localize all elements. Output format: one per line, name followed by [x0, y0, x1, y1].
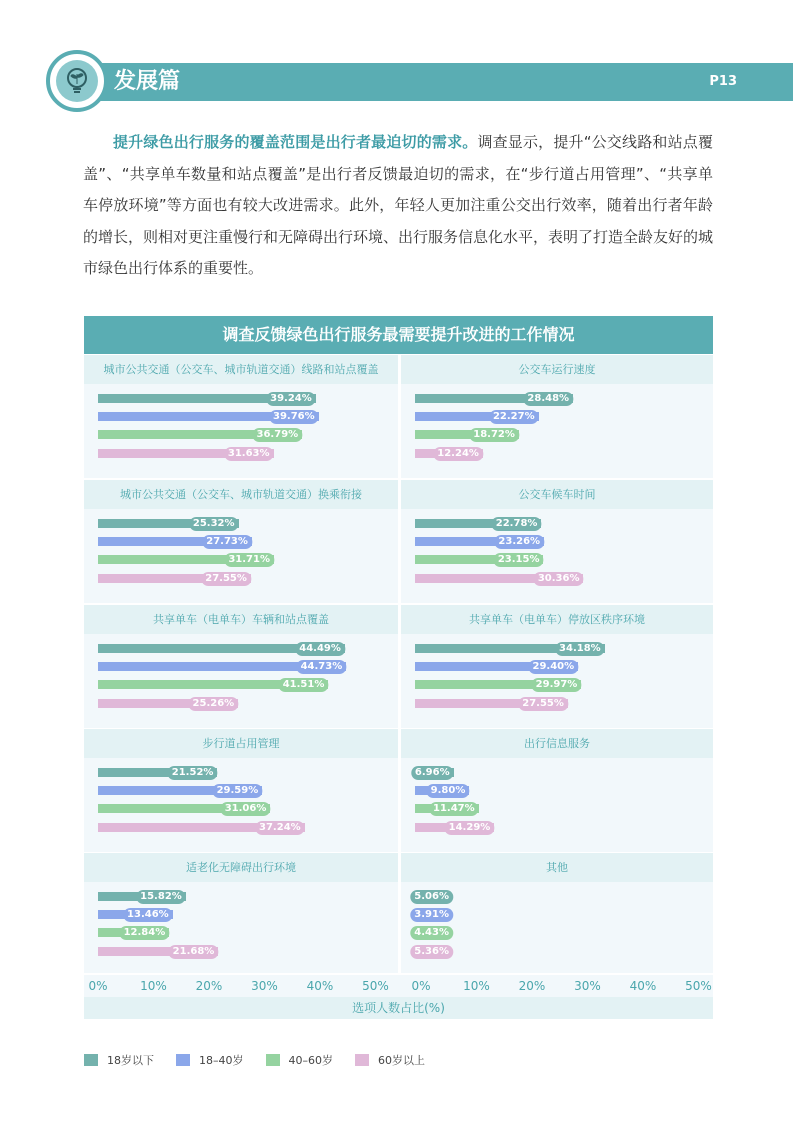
legend-item [355, 1052, 425, 1068]
data-label: 14.29% [445, 821, 495, 835]
lightbulb-icon [56, 60, 98, 102]
legend-swatch [84, 1054, 98, 1066]
data-label: 3.91% [410, 908, 453, 922]
legend-item [176, 1052, 244, 1068]
tick-label: 10% [463, 979, 490, 993]
legend [84, 1052, 447, 1068]
tick-label: 10% [140, 979, 167, 993]
data-label: 31.06% [221, 802, 271, 816]
chart-panel [84, 605, 398, 728]
data-label: 23.26% [494, 535, 544, 549]
x-axis-label: 选项人数占比(%) [84, 997, 713, 1019]
data-label: 9.80% [427, 784, 470, 798]
chart-panel [401, 605, 713, 728]
chart-panel [401, 355, 713, 478]
legend-label: 18岁以下 [107, 1054, 154, 1067]
panel-title: 步行道占用管理 [84, 729, 398, 758]
data-label: 44.49% [295, 642, 345, 656]
panel-title: 共享单车（电单车）停放区秩序环境 [401, 605, 713, 634]
data-label: 11.47% [429, 802, 479, 816]
tick-label: 50% [685, 979, 712, 993]
tick-label: 20% [195, 979, 223, 993]
legend-swatch [355, 1054, 369, 1066]
data-label: 36.79% [253, 428, 303, 442]
panel-title: 公交车候车时间 [401, 480, 713, 509]
data-label: 25.26% [189, 697, 239, 711]
chart-panel [84, 853, 398, 973]
chart-panel [84, 729, 398, 852]
section-title: 发展篇 [114, 69, 181, 94]
panel-title: 其他 [401, 853, 713, 882]
data-label: 27.73% [202, 535, 252, 549]
data-label: 31.63% [224, 447, 274, 461]
legend-label: 18–40岁 [199, 1054, 244, 1067]
data-label: 6.96% [411, 766, 454, 780]
data-label: 12.24% [433, 447, 483, 461]
page-number: P13 [709, 74, 737, 89]
chart-panel [84, 355, 398, 478]
data-label: 23.15% [494, 553, 544, 567]
data-label: 34.18% [555, 642, 605, 656]
chart-panel [84, 480, 398, 603]
intro-highlight: 提升绿色出行服务的覆盖范围是出行者最迫切的需求。 [113, 133, 478, 151]
x-axis [84, 975, 713, 997]
data-label: 28.48% [523, 392, 573, 406]
tick-label: 30% [574, 979, 601, 993]
data-label: 39.76% [269, 410, 319, 424]
chart-panel [401, 853, 713, 973]
intro-body: 调查显示，提升“公交线路和站点覆盖”、“共享单车数量和站点覆盖”是出行者反馈最迫切的需求，在“步行道占用管理”、“共享单车停放环境”等方面也有较大改进需求。此外，年轻人更加注重公交出行效率，随着出行者年龄的增长，则相对更注重慢行和无障碍出行环境、出行服务信息化水平，表明了打造全龄友好的城市绿色出行体系的重要性。 [83, 133, 714, 277]
chart-title: 调查反馈绿色出行服务最需要提升改进的工作情况 [84, 316, 713, 354]
panel-title: 城市公共交通（公交车、城市轨道交通）换乘衔接 [84, 480, 398, 509]
data-label: 13.46% [123, 908, 173, 922]
data-label: 27.55% [201, 572, 251, 586]
legend-item [84, 1052, 154, 1068]
chart-panel [401, 729, 713, 852]
data-label: 31.71% [224, 553, 274, 567]
data-label: 37.24% [255, 821, 305, 835]
tick-label: 40% [629, 979, 657, 993]
data-label: 21.52% [168, 766, 218, 780]
data-label: 4.43% [410, 926, 453, 940]
data-label: 22.27% [489, 410, 539, 424]
data-label: 29.97% [532, 678, 582, 692]
tick-label: 50% [362, 979, 389, 993]
data-label: 18.72% [469, 428, 519, 442]
chart-panel [401, 480, 713, 603]
tick-label: 0% [411, 979, 431, 993]
data-label: 12.84% [120, 926, 170, 940]
tick-label: 40% [306, 979, 334, 993]
legend-label: 40–60岁 [288, 1054, 333, 1067]
panel-title: 城市公共交通（公交车、城市轨道交通）线路和站点覆盖 [84, 355, 398, 384]
data-label: 41.51% [279, 678, 329, 692]
data-label: 25.32% [189, 517, 239, 531]
tick-label: 0% [88, 979, 108, 993]
legend-swatch [266, 1054, 280, 1066]
data-label: 22.78% [492, 517, 542, 531]
data-label: 29.40% [529, 660, 579, 674]
data-label: 27.55% [518, 697, 568, 711]
data-label: 44.73% [297, 660, 347, 674]
legend-swatch [176, 1054, 190, 1066]
legend-label: 60岁以上 [378, 1054, 425, 1067]
data-label: 21.68% [169, 945, 219, 959]
data-label: 15.82% [136, 890, 186, 904]
panel-title: 公交车运行速度 [401, 355, 713, 384]
data-label: 39.24% [266, 392, 316, 406]
logo-badge [46, 50, 108, 112]
legend-item [266, 1052, 334, 1068]
panel-title: 共享单车（电单车）车辆和站点覆盖 [84, 605, 398, 634]
data-label: 29.59% [213, 784, 263, 798]
data-label: 30.36% [534, 572, 584, 586]
data-label: 5.06% [410, 890, 453, 904]
panel-title: 适老化无障碍出行环境 [84, 853, 398, 882]
data-label: 5.36% [410, 945, 453, 959]
intro-paragraph [83, 127, 713, 285]
panel-title: 出行信息服务 [401, 729, 713, 758]
tick-label: 20% [518, 979, 546, 993]
tick-label: 30% [251, 979, 278, 993]
